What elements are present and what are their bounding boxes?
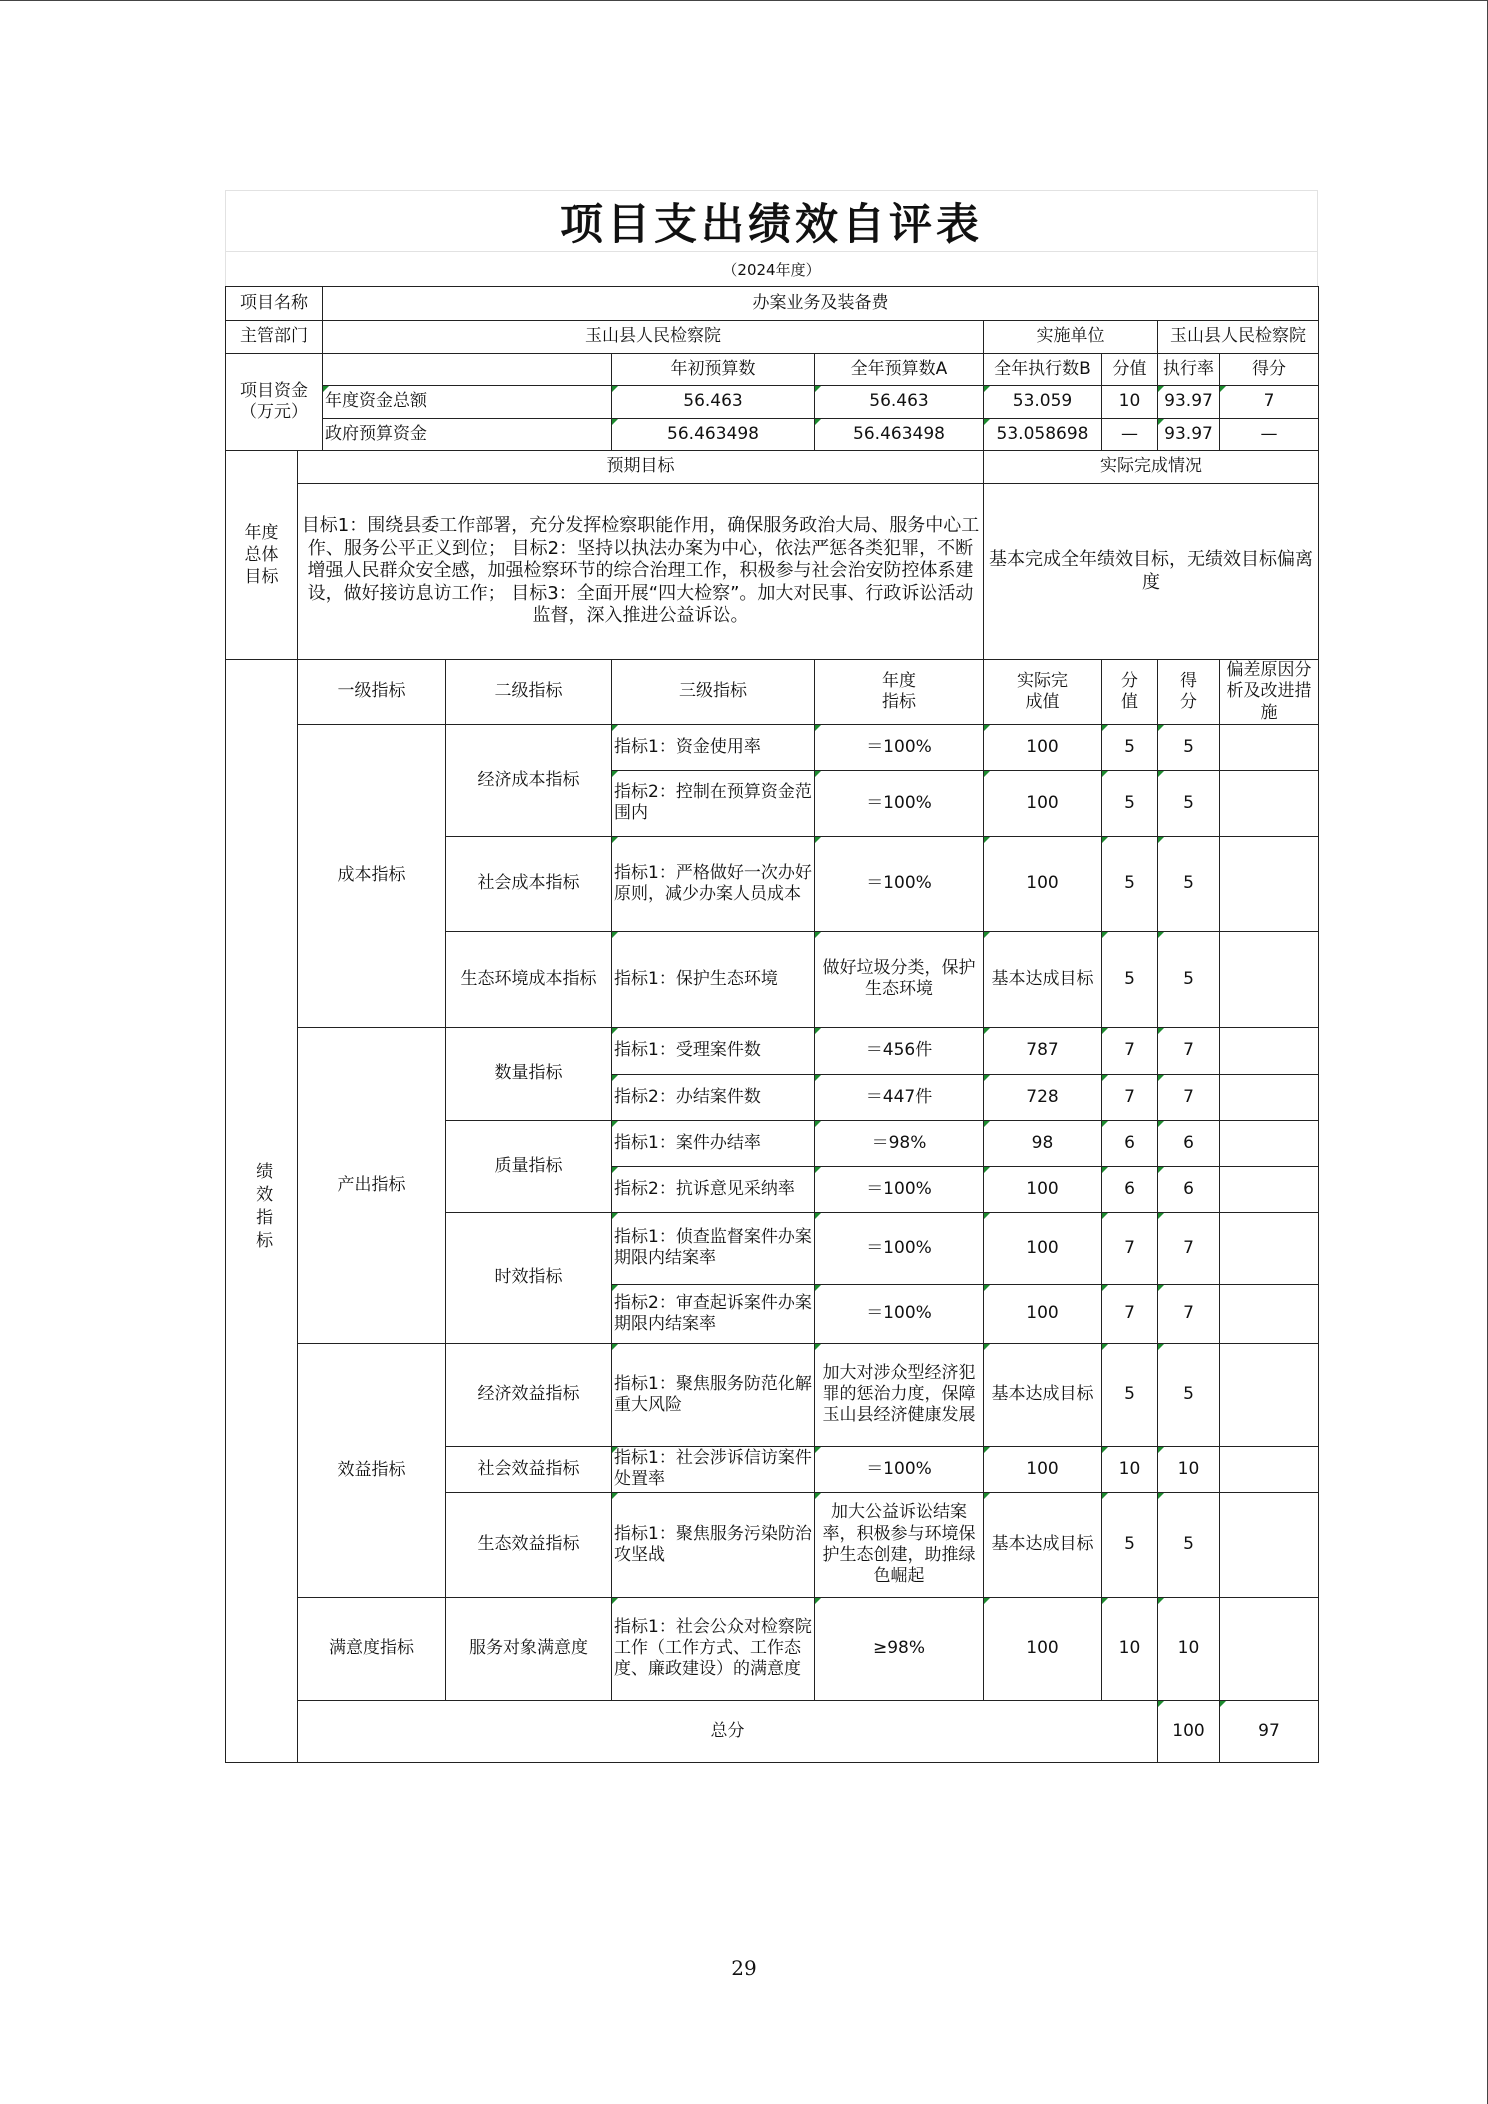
reason-cell: [1220, 1120, 1319, 1166]
funds-row: [226, 386, 1319, 419]
actual-cell: 100: [984, 836, 1102, 931]
funds-label: [226, 354, 323, 451]
score-cell: 7: [1158, 1027, 1220, 1074]
l2-timeliness: 时效指标: [446, 1212, 612, 1343]
target-cell: ≥98%: [815, 1597, 984, 1700]
weight-cell: 6: [1102, 1120, 1158, 1166]
impl-label: 实施单位: [984, 321, 1158, 354]
reason-cell: [1220, 931, 1319, 1027]
reason-cell: [1220, 1027, 1319, 1074]
l1-cost: 成本指标: [298, 724, 446, 1027]
l2-quantity: 数量指标: [446, 1027, 612, 1120]
weight-cell: 5: [1102, 931, 1158, 1027]
header-full: 全年预算数A: [815, 354, 984, 386]
funds-score-value: 10: [1102, 386, 1158, 419]
goal-header-row: [226, 451, 1319, 484]
target-cell: ＝100%: [815, 1446, 984, 1492]
score-cell: 5: [1158, 1492, 1220, 1597]
funds-full: 56.463: [815, 386, 984, 419]
total-weight: 100: [1158, 1700, 1220, 1762]
weight-cell: 7: [1102, 1284, 1158, 1343]
header-score-text: 得分: [1180, 670, 1197, 712]
reason-cell: [1220, 1074, 1319, 1120]
funds-label-text: 项目资金（万元）: [240, 380, 308, 422]
l3-cell: 指标1：社会公众对检察院工作（工作方式、工作态度、廉政建设）的满意度: [612, 1597, 815, 1700]
funds-initial: 56.463: [612, 386, 815, 419]
header-actual-text: 实际完成值: [1017, 670, 1068, 712]
funds-rate: 93.97: [1158, 419, 1220, 451]
total-row: [226, 1700, 1319, 1762]
l2-eco-cost: 生态环境成本指标: [446, 931, 612, 1027]
weight-cell: 6: [1102, 1166, 1158, 1212]
header-score-value: 分值: [1102, 354, 1158, 386]
table-row: [226, 1027, 1319, 1074]
table-row: [226, 1597, 1319, 1700]
actual-cell: 100: [984, 1166, 1102, 1212]
l2-econ-cost: 经济成本指标: [446, 724, 612, 836]
funds-score: 7: [1220, 386, 1319, 419]
weight-cell: 5: [1102, 836, 1158, 931]
header-weight: [1102, 660, 1158, 725]
l3-cell: 指标1：受理案件数: [612, 1027, 815, 1074]
actual-cell: 基本达成目标: [984, 931, 1102, 1027]
table-row: [226, 1343, 1319, 1446]
l2-quality: 质量指标: [446, 1120, 612, 1212]
fiscal-year: （2024年度）: [225, 251, 1318, 287]
target-cell: ＝100%: [815, 770, 984, 836]
funds-rate: 93.97: [1158, 386, 1220, 419]
reason-cell: [1220, 724, 1319, 770]
l3-cell: 指标2：审查起诉案件办案期限内结案率: [612, 1284, 815, 1343]
funds-score: —: [1220, 419, 1319, 451]
l1-output: 产出指标: [298, 1027, 446, 1343]
performance-table: [225, 286, 1319, 1763]
l2-econ-benefit: 经济效益指标: [446, 1343, 612, 1446]
score-cell: 6: [1158, 1166, 1220, 1212]
l3-cell: 指标1：社会涉诉信访案件处置率: [612, 1446, 815, 1492]
target-cell: 加大对涉众型经济犯罪的惩治力度，保障玉山县经济健康发展: [815, 1343, 984, 1446]
funds-score-value: —: [1102, 419, 1158, 451]
header-initial: 年初预算数: [612, 354, 815, 386]
actual-cell: 100: [984, 1597, 1102, 1700]
weight-cell: 5: [1102, 724, 1158, 770]
target-cell: ＝100%: [815, 1212, 984, 1284]
header-reason-text: 偏差原因分析及改进措施: [1226, 660, 1312, 723]
weight-cell: 7: [1102, 1027, 1158, 1074]
actual-cell: 98: [984, 1120, 1102, 1166]
actual-cell: 100: [984, 1284, 1102, 1343]
header-reason: [1220, 660, 1319, 725]
target-cell: ＝100%: [815, 724, 984, 770]
title-block: [225, 190, 1318, 287]
page-edge-top: [0, 0, 1488, 1]
l1-benefit: 效益指标: [298, 1343, 446, 1597]
l3-cell: 指标1：严格做好一次办好原则，减少办案人员成本: [612, 836, 815, 931]
funds-header-row: [226, 354, 1319, 386]
reason-cell: [1220, 1166, 1319, 1212]
score-cell: 7: [1158, 1284, 1220, 1343]
goal-actual: 基本完成全年绩效目标，无绩效目标偏离度: [984, 484, 1319, 660]
score-cell: 5: [1158, 1343, 1220, 1446]
score-cell: 5: [1158, 770, 1220, 836]
page-title: 项目支出绩效自评表: [225, 190, 1318, 251]
total-score: 97: [1220, 1700, 1319, 1762]
goal-row: [226, 484, 1319, 660]
header-weight-text: 分值: [1121, 670, 1138, 712]
actual-cell: 基本达成目标: [984, 1492, 1102, 1597]
goal-expected-label: 预期目标: [298, 451, 984, 484]
l2-service-satisfaction: 服务对象满意度: [446, 1597, 612, 1700]
project-name-value: 办案业务及装备费: [323, 287, 1319, 321]
goal-expected: 目标1：围绕县委工作部署，充分发挥检察职能作用，确保服务政治大局、服务中心工作、服务公平正义到位； 目标2：坚持以执法办案为中心，依法严惩各类犯罪，不断增强人民群众安全感，加强检察环节的综合治理工作，积极参与社会治安防控体系建设，做好接访息访工作； 目标3：全面开展“四大检察”。加大对民事、行政诉讼活动监督，深入推进公益诉讼。: [298, 484, 984, 660]
department-row: [226, 321, 1319, 354]
header-actual: [984, 660, 1102, 725]
target-cell: 做好垃圾分类，保护生态环境: [815, 931, 984, 1027]
actual-cell: 100: [984, 1212, 1102, 1284]
impl-value: 玉山县人民检察院: [1158, 321, 1319, 354]
reason-cell: [1220, 770, 1319, 836]
header-score: 得分: [1220, 354, 1319, 386]
score-cell: 7: [1158, 1074, 1220, 1120]
actual-cell: 基本达成目标: [984, 1343, 1102, 1446]
reason-cell: [1220, 1212, 1319, 1284]
l2-eco-benefit: 生态效益指标: [446, 1492, 612, 1597]
actual-cell: 787: [984, 1027, 1102, 1074]
actual-cell: 100: [984, 724, 1102, 770]
weight-cell: 5: [1102, 770, 1158, 836]
funds-full: 56.463498: [815, 419, 984, 451]
l2-social-benefit: 社会效益指标: [446, 1446, 612, 1492]
indicator-header-row: [226, 660, 1319, 725]
l3-cell: 指标2：抗诉意见采纳率: [612, 1166, 815, 1212]
score-cell: 5: [1158, 836, 1220, 931]
reason-cell: [1220, 1446, 1319, 1492]
funds-exec: 53.059: [984, 386, 1102, 419]
reason-cell: [1220, 1492, 1319, 1597]
indicators-label-text: 绩效指标: [252, 1161, 273, 1254]
l1-satisfaction: 满意度指标: [298, 1597, 446, 1700]
l3-cell: 指标1：保护生态环境: [612, 931, 815, 1027]
indicators-label: [226, 660, 298, 1763]
funds-row-label: 政府预算资金: [323, 419, 612, 451]
header-score: [1158, 660, 1220, 725]
weight-cell: 5: [1102, 1343, 1158, 1446]
reason-cell: [1220, 836, 1319, 931]
target-cell: ＝100%: [815, 836, 984, 931]
total-label: 总分: [298, 1700, 1158, 1762]
header-l2: 二级指标: [446, 660, 612, 725]
reason-cell: [1220, 1284, 1319, 1343]
target-cell: ＝447件: [815, 1074, 984, 1120]
funds-empty-header: [323, 354, 612, 386]
score-cell: 5: [1158, 931, 1220, 1027]
header-target: [815, 660, 984, 725]
weight-cell: 10: [1102, 1597, 1158, 1700]
reason-cell: [1220, 1597, 1319, 1700]
weight-cell: 10: [1102, 1446, 1158, 1492]
goal-actual-label: 实际完成情况: [984, 451, 1319, 484]
actual-cell: 100: [984, 1446, 1102, 1492]
l2-social-cost: 社会成本指标: [446, 836, 612, 931]
actual-cell: 100: [984, 770, 1102, 836]
target-cell: ＝98%: [815, 1120, 984, 1166]
goal-label: [226, 451, 298, 660]
weight-cell: 7: [1102, 1074, 1158, 1120]
l3-cell: 指标2：办结案件数: [612, 1074, 815, 1120]
reason-cell: [1220, 1343, 1319, 1446]
dept-label: 主管部门: [226, 321, 323, 354]
funds-row: [226, 419, 1319, 451]
goal-label-text: 年度总体目标: [244, 522, 279, 587]
l3-cell: 指标1：聚焦服务污染防治攻坚战: [612, 1492, 815, 1597]
project-name-label: 项目名称: [226, 287, 323, 321]
actual-cell: 728: [984, 1074, 1102, 1120]
page-number: 29: [731, 1956, 757, 1980]
funds-exec: 53.058698: [984, 419, 1102, 451]
score-cell: 5: [1158, 724, 1220, 770]
target-cell: 加大公益诉讼结案率，积极参与环境保护生态创建，助推绿色崛起: [815, 1492, 984, 1597]
table-row: [226, 724, 1319, 770]
score-cell: 7: [1158, 1212, 1220, 1284]
target-cell: ＝100%: [815, 1166, 984, 1212]
header-target-text: 年度指标: [882, 670, 916, 712]
header-exec: 全年执行数B: [984, 354, 1102, 386]
l3-cell: 指标2：控制在预算资金范围内: [612, 770, 815, 836]
l3-cell: 指标1：资金使用率: [612, 724, 815, 770]
project-name-row: [226, 287, 1319, 321]
dept-value: 玉山县人民检察院: [323, 321, 984, 354]
score-cell: 10: [1158, 1597, 1220, 1700]
funds-initial: 56.463498: [612, 419, 815, 451]
header-rate: 执行率: [1158, 354, 1220, 386]
target-cell: ＝100%: [815, 1284, 984, 1343]
target-cell: ＝456件: [815, 1027, 984, 1074]
l3-cell: 指标1：案件办结率: [612, 1120, 815, 1166]
l3-cell: 指标1：聚焦服务防范化解重大风险: [612, 1343, 815, 1446]
score-cell: 10: [1158, 1446, 1220, 1492]
weight-cell: 5: [1102, 1492, 1158, 1597]
header-l1: 一级指标: [298, 660, 446, 725]
score-cell: 6: [1158, 1120, 1220, 1166]
l3-cell: 指标1：侦查监督案件办案期限内结案率: [612, 1212, 815, 1284]
funds-row-label: 年度资金总额: [323, 386, 612, 419]
header-l3: 三级指标: [612, 660, 815, 725]
weight-cell: 7: [1102, 1212, 1158, 1284]
